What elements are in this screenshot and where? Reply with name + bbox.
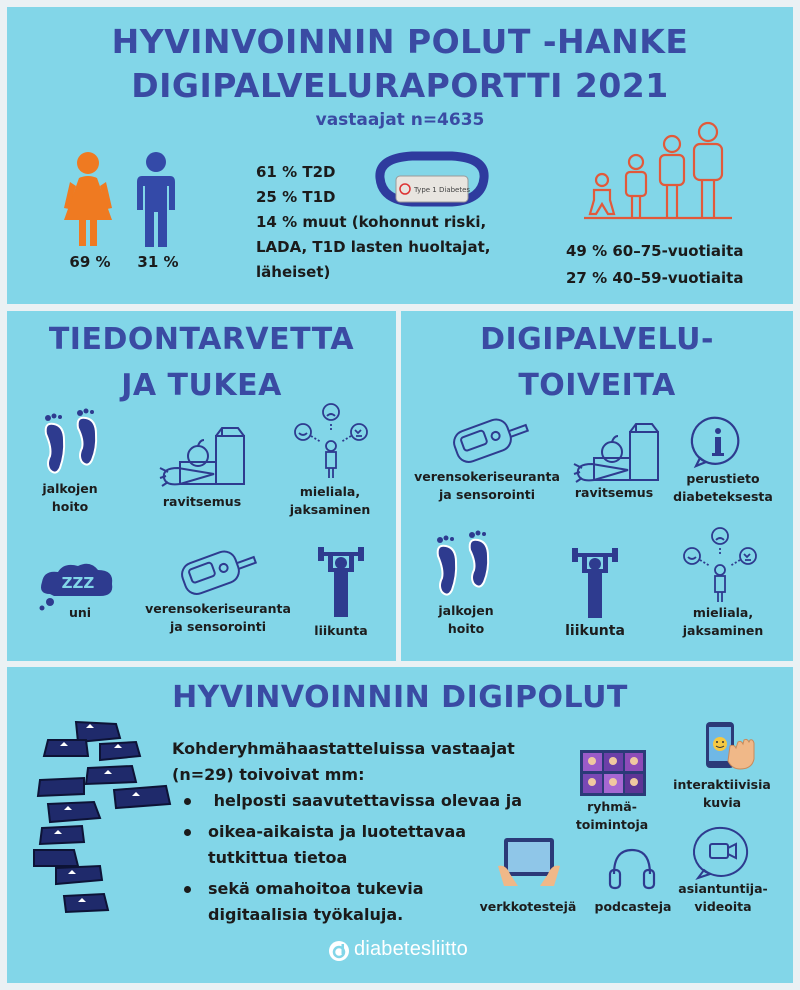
- footprints-icon: [430, 532, 498, 600]
- service-group-label: ryhmä- toimintoja: [575, 799, 649, 832]
- service-videos-label: asiantuntija- videoita: [678, 881, 768, 914]
- age-group-60-75: 49 % 60–75-vuotiaita: [566, 242, 744, 260]
- digipaths-bullet-list: [172, 788, 523, 933]
- nutrition-icon: [572, 424, 664, 484]
- wish-glucose-label: verensokeriseuranta ja sensorointi: [414, 469, 560, 502]
- bracelet-tag-text: Type 1 Diabetes: [414, 186, 471, 194]
- digipaths-title: HYVINVOINNIN DIGIPOLUT: [172, 680, 628, 715]
- info-nutrition-label: ravitsemus: [162, 494, 242, 509]
- bullet-accessible: helposti saavutettavissa olevaa ja: [172, 788, 512, 814]
- t2d-share: 61 % T2D: [256, 163, 336, 181]
- info-glucose-label: verensokeriseuranta ja sensorointi: [145, 601, 291, 634]
- headphones-podcast-icon: [608, 846, 656, 890]
- interactive-phone-icon: [704, 722, 764, 778]
- other-share: 14 % muut (kohonnut riski,: [256, 213, 487, 231]
- glucose-meter-icon: [450, 414, 532, 462]
- info-mood-label: mieliala, jaksaminen: [289, 484, 371, 517]
- mood-icon: [682, 526, 758, 604]
- service-podcasts-label: podcasteja: [594, 899, 672, 914]
- service-interactive-label: interaktiivisia kuvia: [673, 777, 771, 810]
- info-bubble-icon: [692, 416, 744, 468]
- male-figure-icon: [136, 150, 176, 250]
- male-percentage: 31 %: [137, 253, 179, 271]
- digital-wishes-title-line1: DIGIPALVELU-: [480, 322, 714, 357]
- female-percentage: 69 %: [69, 253, 111, 271]
- info-sleep-label: uni: [68, 605, 92, 620]
- bullet-self-care-tools: sekä omahoitoa tukevia digitaalisia työkaluja.: [172, 876, 512, 928]
- age-groups-text: [566, 238, 743, 292]
- glucose-meter-icon: [178, 546, 260, 594]
- wish-mood-label: mieliala, jaksaminen: [682, 605, 764, 638]
- expert-video-icon: [694, 826, 752, 880]
- footprints-icon: [38, 410, 106, 478]
- nutrition-icon: [158, 428, 250, 488]
- age-group-40-59: 27 % 40–59-vuotiaita: [566, 269, 744, 287]
- info-needs-title-line2: JA TUKEA: [121, 368, 282, 403]
- t1d-share: 25 % T1D: [256, 188, 336, 206]
- stepping-stones-illustration: [28, 718, 188, 924]
- report-title-line2: DIGIPALVELURAPORTTI 2021: [131, 66, 669, 105]
- wish-basics-label: perustieto diabeteksesta: [673, 471, 773, 504]
- digipaths-intro-line2: (n=29) toivoivat mm:: [172, 765, 365, 784]
- sleep-zzz-text: ZZZ: [61, 574, 95, 592]
- diabetesliitto-logo-text: diabetesliitto: [354, 938, 468, 960]
- report-title-line1: HYVINVOINNIN POLUT -HANKE: [111, 22, 689, 61]
- age-groups-icon: [582, 122, 734, 222]
- digipaths-intro-line1: Kohderyhmähaastatteluissa vastaajat: [172, 739, 515, 758]
- info-needs-title-line1: TIEDONTARVETTA: [48, 322, 355, 357]
- service-webtests-label: verkkotestejä: [479, 899, 577, 914]
- wish-exercise-label: liikunta: [565, 623, 625, 639]
- other-share-cont2: läheiset): [256, 263, 331, 281]
- female-figure-icon: [62, 150, 114, 250]
- wish-feet-label: jalkojen hoito: [438, 603, 494, 636]
- wish-nutrition-label: ravitsemus: [574, 485, 654, 500]
- tablet-web-test-icon: [498, 836, 560, 890]
- digipaths-intro: [172, 736, 515, 788]
- bullet-timely-info: oikea-aikaista ja luotettavaa tutkittua tietoa: [172, 819, 512, 871]
- mood-icon: [293, 402, 369, 480]
- group-video-call-icon: [580, 750, 646, 796]
- diabetesliitto-logo-icon: [328, 940, 350, 962]
- info-exercise-label: liikunta: [314, 623, 368, 638]
- medical-bracelet-icon: [372, 148, 492, 210]
- digital-wishes-title-line2: TOIVEITA: [518, 368, 676, 403]
- info-feet-label: jalkojen hoito: [42, 481, 98, 514]
- exercise-weightlifter-icon: [572, 546, 618, 618]
- exercise-weightlifter-icon: [318, 545, 364, 617]
- other-share-cont: LADA, T1D lasten huoltajat,: [256, 238, 491, 256]
- respondents-count: vastaajat n=4635: [315, 110, 485, 130]
